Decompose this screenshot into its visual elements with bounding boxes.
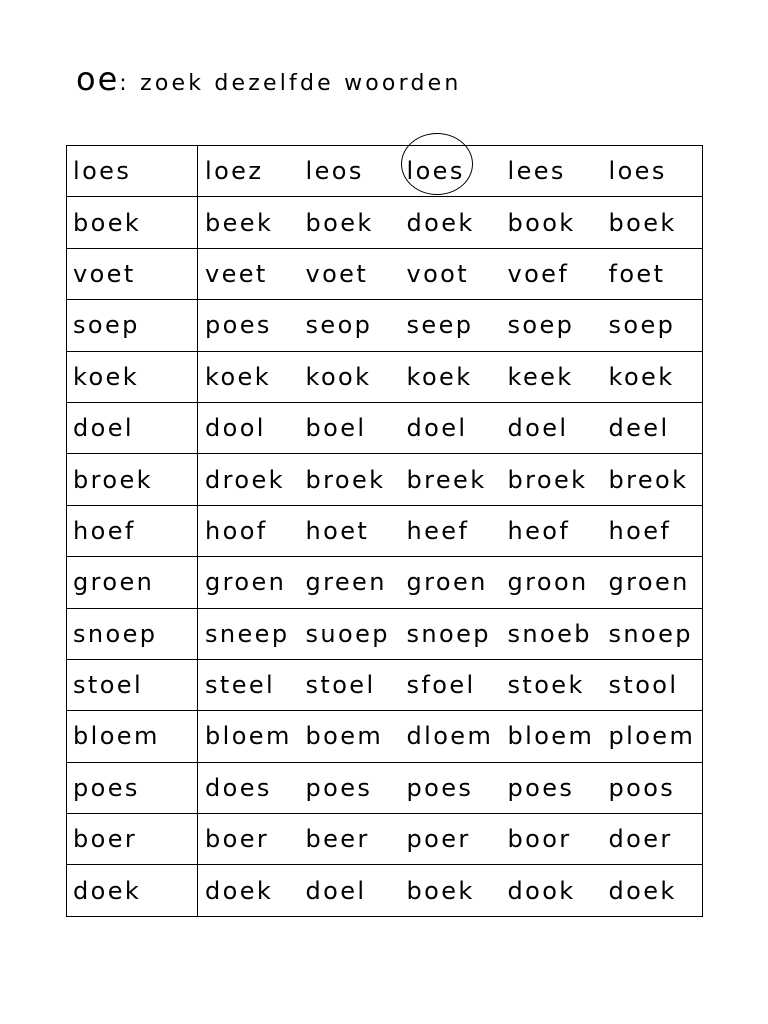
choice-word: boem (305, 722, 384, 751)
target-word: snoep (67, 608, 198, 659)
target-word: poes (67, 762, 198, 813)
choice-cell[interactable] (400, 402, 501, 453)
choice-cell[interactable] (299, 351, 400, 402)
choice-cell[interactable] (299, 505, 400, 556)
choice-cell[interactable] (299, 659, 400, 710)
choice-word: broek (305, 465, 386, 494)
choice-word: heof (507, 516, 571, 545)
choice-cell[interactable] (602, 505, 703, 556)
choice-cell[interactable] (501, 197, 602, 248)
choice-cell[interactable] (299, 865, 400, 916)
choice-cell[interactable] (198, 197, 299, 248)
choice-cell[interactable] (501, 865, 602, 916)
word-row (67, 402, 703, 453)
target-word: groen (67, 557, 198, 608)
choice-word: broek (507, 465, 588, 494)
choice-word: leos (305, 157, 364, 186)
choice-cell[interactable] (198, 557, 299, 608)
choice-word: koek (205, 362, 271, 391)
choice-cell[interactable] (501, 814, 602, 865)
choice-word: doel (305, 876, 367, 905)
choice-word: doel (507, 414, 569, 443)
choice-word: hoef (608, 516, 672, 545)
choice-cell[interactable] (299, 248, 400, 299)
choice-cell[interactable] (400, 762, 501, 813)
choice-cell[interactable] (400, 659, 501, 710)
choice-word: breek (406, 465, 487, 494)
choice-cell[interactable] (198, 659, 299, 710)
choice-word: boor (507, 825, 572, 854)
choice-cell[interactable] (400, 351, 501, 402)
choice-word: sfoel (406, 671, 476, 700)
choice-word: boer (205, 825, 270, 854)
word-row (67, 814, 703, 865)
choice-word: poes (305, 773, 373, 802)
choice-word: veet (205, 259, 268, 288)
choice-cell[interactable] (400, 865, 501, 916)
choice-cell[interactable] (501, 711, 602, 762)
choice-word: doek (205, 876, 274, 905)
word-row (67, 351, 703, 402)
choice-cell[interactable] (602, 711, 703, 762)
target-word: doel (67, 402, 198, 453)
word-row (67, 711, 703, 762)
choice-word: stoek (507, 671, 585, 700)
target-word: doek (67, 865, 198, 916)
choice-cell[interactable] (602, 762, 703, 813)
word-row (67, 608, 703, 659)
choice-cell[interactable] (400, 814, 501, 865)
choice-cell[interactable] (198, 505, 299, 556)
choice-word: does (205, 773, 272, 802)
choice-word: steel (205, 671, 276, 700)
target-word: broek (67, 454, 198, 505)
choice-cell[interactable] (400, 505, 501, 556)
choice-word: dool (205, 414, 266, 443)
choice-cell[interactable] (299, 300, 400, 351)
choice-cell[interactable] (602, 146, 703, 197)
choice-word: hoof (205, 516, 268, 545)
choice-cell[interactable] (602, 197, 703, 248)
choice-cell[interactable] (501, 659, 602, 710)
choice-word: koek (608, 362, 675, 391)
choice-cell[interactable] (501, 300, 602, 351)
choice-word: book (507, 208, 576, 237)
choice-cell[interactable] (198, 351, 299, 402)
title-sound: oe (76, 60, 120, 98)
worksheet-title (76, 60, 462, 100)
word-row (67, 146, 703, 197)
choice-cell[interactable] (501, 454, 602, 505)
choice-cell[interactable] (501, 762, 602, 813)
choice-word: suoep (305, 619, 390, 648)
choice-word: snoep (406, 619, 491, 648)
choice-cell[interactable] (400, 711, 501, 762)
choice-word: voef (507, 259, 570, 288)
choice-word: doel (406, 414, 468, 443)
choice-cell[interactable] (602, 608, 703, 659)
choice-word: voot (406, 259, 470, 288)
choice-word: dloem (406, 722, 494, 751)
choice-word: heef (406, 516, 470, 545)
choice-word: bloem (205, 722, 292, 751)
choice-cell[interactable] (299, 146, 400, 197)
choice-cell[interactable] (299, 762, 400, 813)
choice-cell[interactable] (501, 608, 602, 659)
choice-word: boel (305, 414, 367, 443)
choice-word: boek (406, 876, 475, 905)
choice-word: soep (507, 311, 575, 340)
choice-word: stoel (305, 671, 376, 700)
choice-word: soep (608, 311, 676, 340)
choice-word: loes (608, 157, 667, 186)
word-row (67, 505, 703, 556)
target-word: bloem (67, 711, 198, 762)
choice-word: loez (205, 157, 264, 186)
choice-cell[interactable] (602, 454, 703, 505)
word-row (67, 659, 703, 710)
choice-word: voet (305, 259, 369, 288)
choice-cell[interactable] (400, 454, 501, 505)
choice-word: beer (305, 825, 370, 854)
word-row (67, 248, 703, 299)
choice-cell[interactable] (198, 248, 299, 299)
choice-cell[interactable] (400, 248, 501, 299)
choice-cell[interactable] (299, 402, 400, 453)
choice-cell[interactable] (198, 814, 299, 865)
choice-cell[interactable] (299, 608, 400, 659)
choice-word: boek (608, 208, 677, 237)
choice-cell[interactable] (501, 146, 602, 197)
word-grid (66, 145, 703, 917)
choice-cell[interactable] (602, 814, 703, 865)
title-instruction: : zoek dezelfde woorden (119, 71, 462, 96)
choice-word: snoeb (507, 619, 592, 648)
choice-cell[interactable] (602, 300, 703, 351)
choice-cell[interactable] (602, 659, 703, 710)
word-row (67, 197, 703, 248)
word-row (67, 557, 703, 608)
word-row (67, 454, 703, 505)
target-word: hoef (67, 505, 198, 556)
choice-word: boek (305, 208, 374, 237)
choice-cell[interactable] (198, 762, 299, 813)
choice-word: poes (507, 773, 575, 802)
choice-word: loes (406, 157, 465, 186)
choice-word: kook (305, 362, 372, 391)
choice-cell[interactable] (602, 402, 703, 453)
choice-cell[interactable] (299, 454, 400, 505)
choice-word: poer (406, 825, 471, 854)
choice-cell[interactable] (501, 248, 602, 299)
choice-word: stool (608, 671, 679, 700)
choice-word: groen (205, 568, 287, 597)
choice-word: hoet (305, 516, 370, 545)
choice-cell[interactable] (198, 608, 299, 659)
target-word: loes (67, 146, 198, 197)
target-word: stoel (67, 659, 198, 710)
target-word: boek (67, 197, 198, 248)
choice-cell[interactable] (299, 711, 400, 762)
choice-cell[interactable] (501, 505, 602, 556)
choice-cell[interactable] (400, 608, 501, 659)
choice-word: groen (608, 568, 690, 597)
choice-word: breok (608, 465, 689, 494)
target-word: boer (67, 814, 198, 865)
choice-cell[interactable] (602, 248, 703, 299)
choice-word: seep (406, 311, 474, 340)
choice-word: beek (205, 208, 274, 237)
choice-word: ploem (608, 722, 696, 751)
choice-word: poes (406, 773, 474, 802)
choice-cell[interactable] (299, 557, 400, 608)
choice-word: deel (608, 414, 670, 443)
choice-cell[interactable] (602, 865, 703, 916)
choice-word: keek (507, 362, 574, 391)
choice-word: snoep (608, 619, 693, 648)
choice-word: lees (507, 157, 566, 186)
choice-cell[interactable] (198, 402, 299, 453)
choice-cell[interactable] (501, 557, 602, 608)
choice-word: droek (205, 465, 285, 494)
choice-word: dook (507, 876, 576, 905)
choice-cell[interactable] (400, 557, 501, 608)
choice-cell[interactable] (501, 351, 602, 402)
choice-word: poes (205, 311, 272, 340)
target-word: soep (67, 300, 198, 351)
choice-cell[interactable] (198, 454, 299, 505)
target-word: koek (67, 351, 198, 402)
target-word: voet (67, 248, 198, 299)
choice-word: seop (305, 311, 373, 340)
choice-word: foet (608, 259, 666, 288)
choice-cell[interactable] (198, 711, 299, 762)
choice-word: sneep (205, 619, 290, 648)
choice-cell[interactable] (299, 814, 400, 865)
word-row (67, 300, 703, 351)
word-grid-body (67, 146, 703, 917)
choice-cell[interactable] (602, 557, 703, 608)
choice-cell[interactable] (198, 300, 299, 351)
choice-cell[interactable] (198, 146, 299, 197)
choice-cell[interactable] (602, 351, 703, 402)
word-row (67, 762, 703, 813)
choice-word: groen (406, 568, 488, 597)
choice-word: bloem (507, 722, 595, 751)
choice-cell[interactable] (400, 300, 501, 351)
choice-word: groon (507, 568, 589, 597)
choice-cell[interactable] (501, 402, 602, 453)
choice-cell[interactable] (299, 197, 400, 248)
choice-word: doek (406, 208, 475, 237)
choice-word: doek (608, 876, 677, 905)
choice-word: green (305, 568, 387, 597)
choice-word: poos (608, 773, 676, 802)
choice-cell[interactable] (400, 146, 501, 197)
choice-cell[interactable] (198, 865, 299, 916)
word-row (67, 865, 703, 916)
choice-word: koek (406, 362, 473, 391)
choice-word: doer (608, 825, 673, 854)
choice-cell[interactable] (400, 197, 501, 248)
